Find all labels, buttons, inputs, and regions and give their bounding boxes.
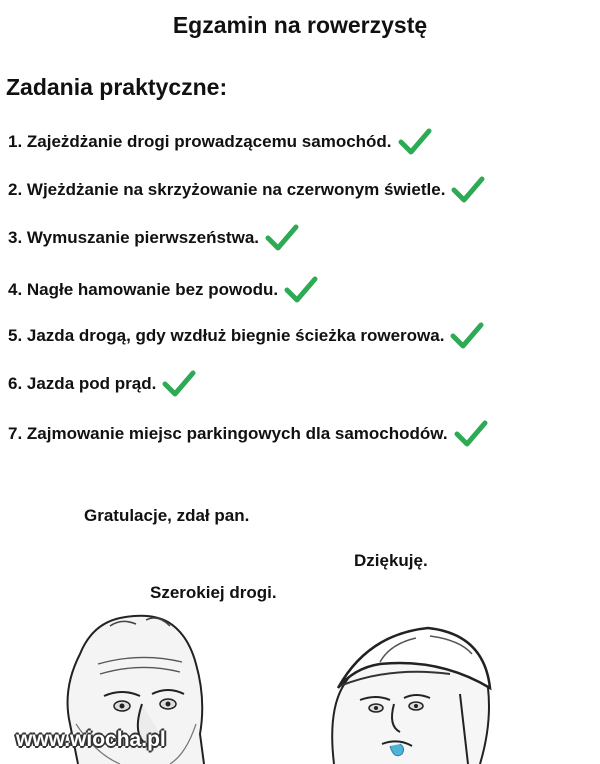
cyclist-face-illustration bbox=[320, 604, 500, 764]
check-icon bbox=[282, 274, 320, 306]
task-text: 2. Wjeżdżanie na skrzyżowanie na czerwonym świetle. bbox=[8, 180, 446, 199]
task-item bbox=[8, 274, 320, 306]
task-text: 6. Jazda pod prąd. bbox=[8, 374, 157, 393]
task-item bbox=[8, 368, 198, 400]
check-icon bbox=[449, 174, 487, 206]
section-heading: Zadania praktyczne: bbox=[6, 74, 228, 100]
check-icon bbox=[160, 368, 198, 400]
page-title: Egzamin na rowerzystę bbox=[172, 12, 428, 38]
check-icon bbox=[263, 222, 301, 254]
task-text: 1. Zajeżdżanie drogi prowadzącemu samochód. bbox=[8, 132, 392, 151]
task-text: 7. Zajmowanie miejsc parkingowych dla samochodów. bbox=[8, 424, 448, 443]
check-icon bbox=[452, 418, 490, 450]
watermark: www.wiocha.pl bbox=[16, 728, 166, 751]
task-item bbox=[8, 320, 486, 352]
task-text: 5. Jazda drogą, gdy wzdłuż biegnie ścieżka rowerowa. bbox=[8, 326, 445, 345]
cyclist-speech: Dziękuję. bbox=[354, 551, 428, 570]
task-text: 4. Nagłe hamowanie bez powodu. bbox=[8, 280, 279, 299]
task-item bbox=[8, 126, 434, 158]
check-icon bbox=[448, 320, 486, 352]
examiner-speech-2: Szerokiej drogi. bbox=[150, 583, 277, 602]
examiner-speech: Gratulacje, zdał pan. bbox=[84, 506, 250, 525]
task-item bbox=[8, 174, 487, 206]
check-icon bbox=[396, 126, 434, 158]
task-item bbox=[8, 418, 490, 450]
task-text: 3. Wymuszanie pierwszeństwa. bbox=[8, 228, 259, 247]
task-item bbox=[8, 222, 301, 254]
